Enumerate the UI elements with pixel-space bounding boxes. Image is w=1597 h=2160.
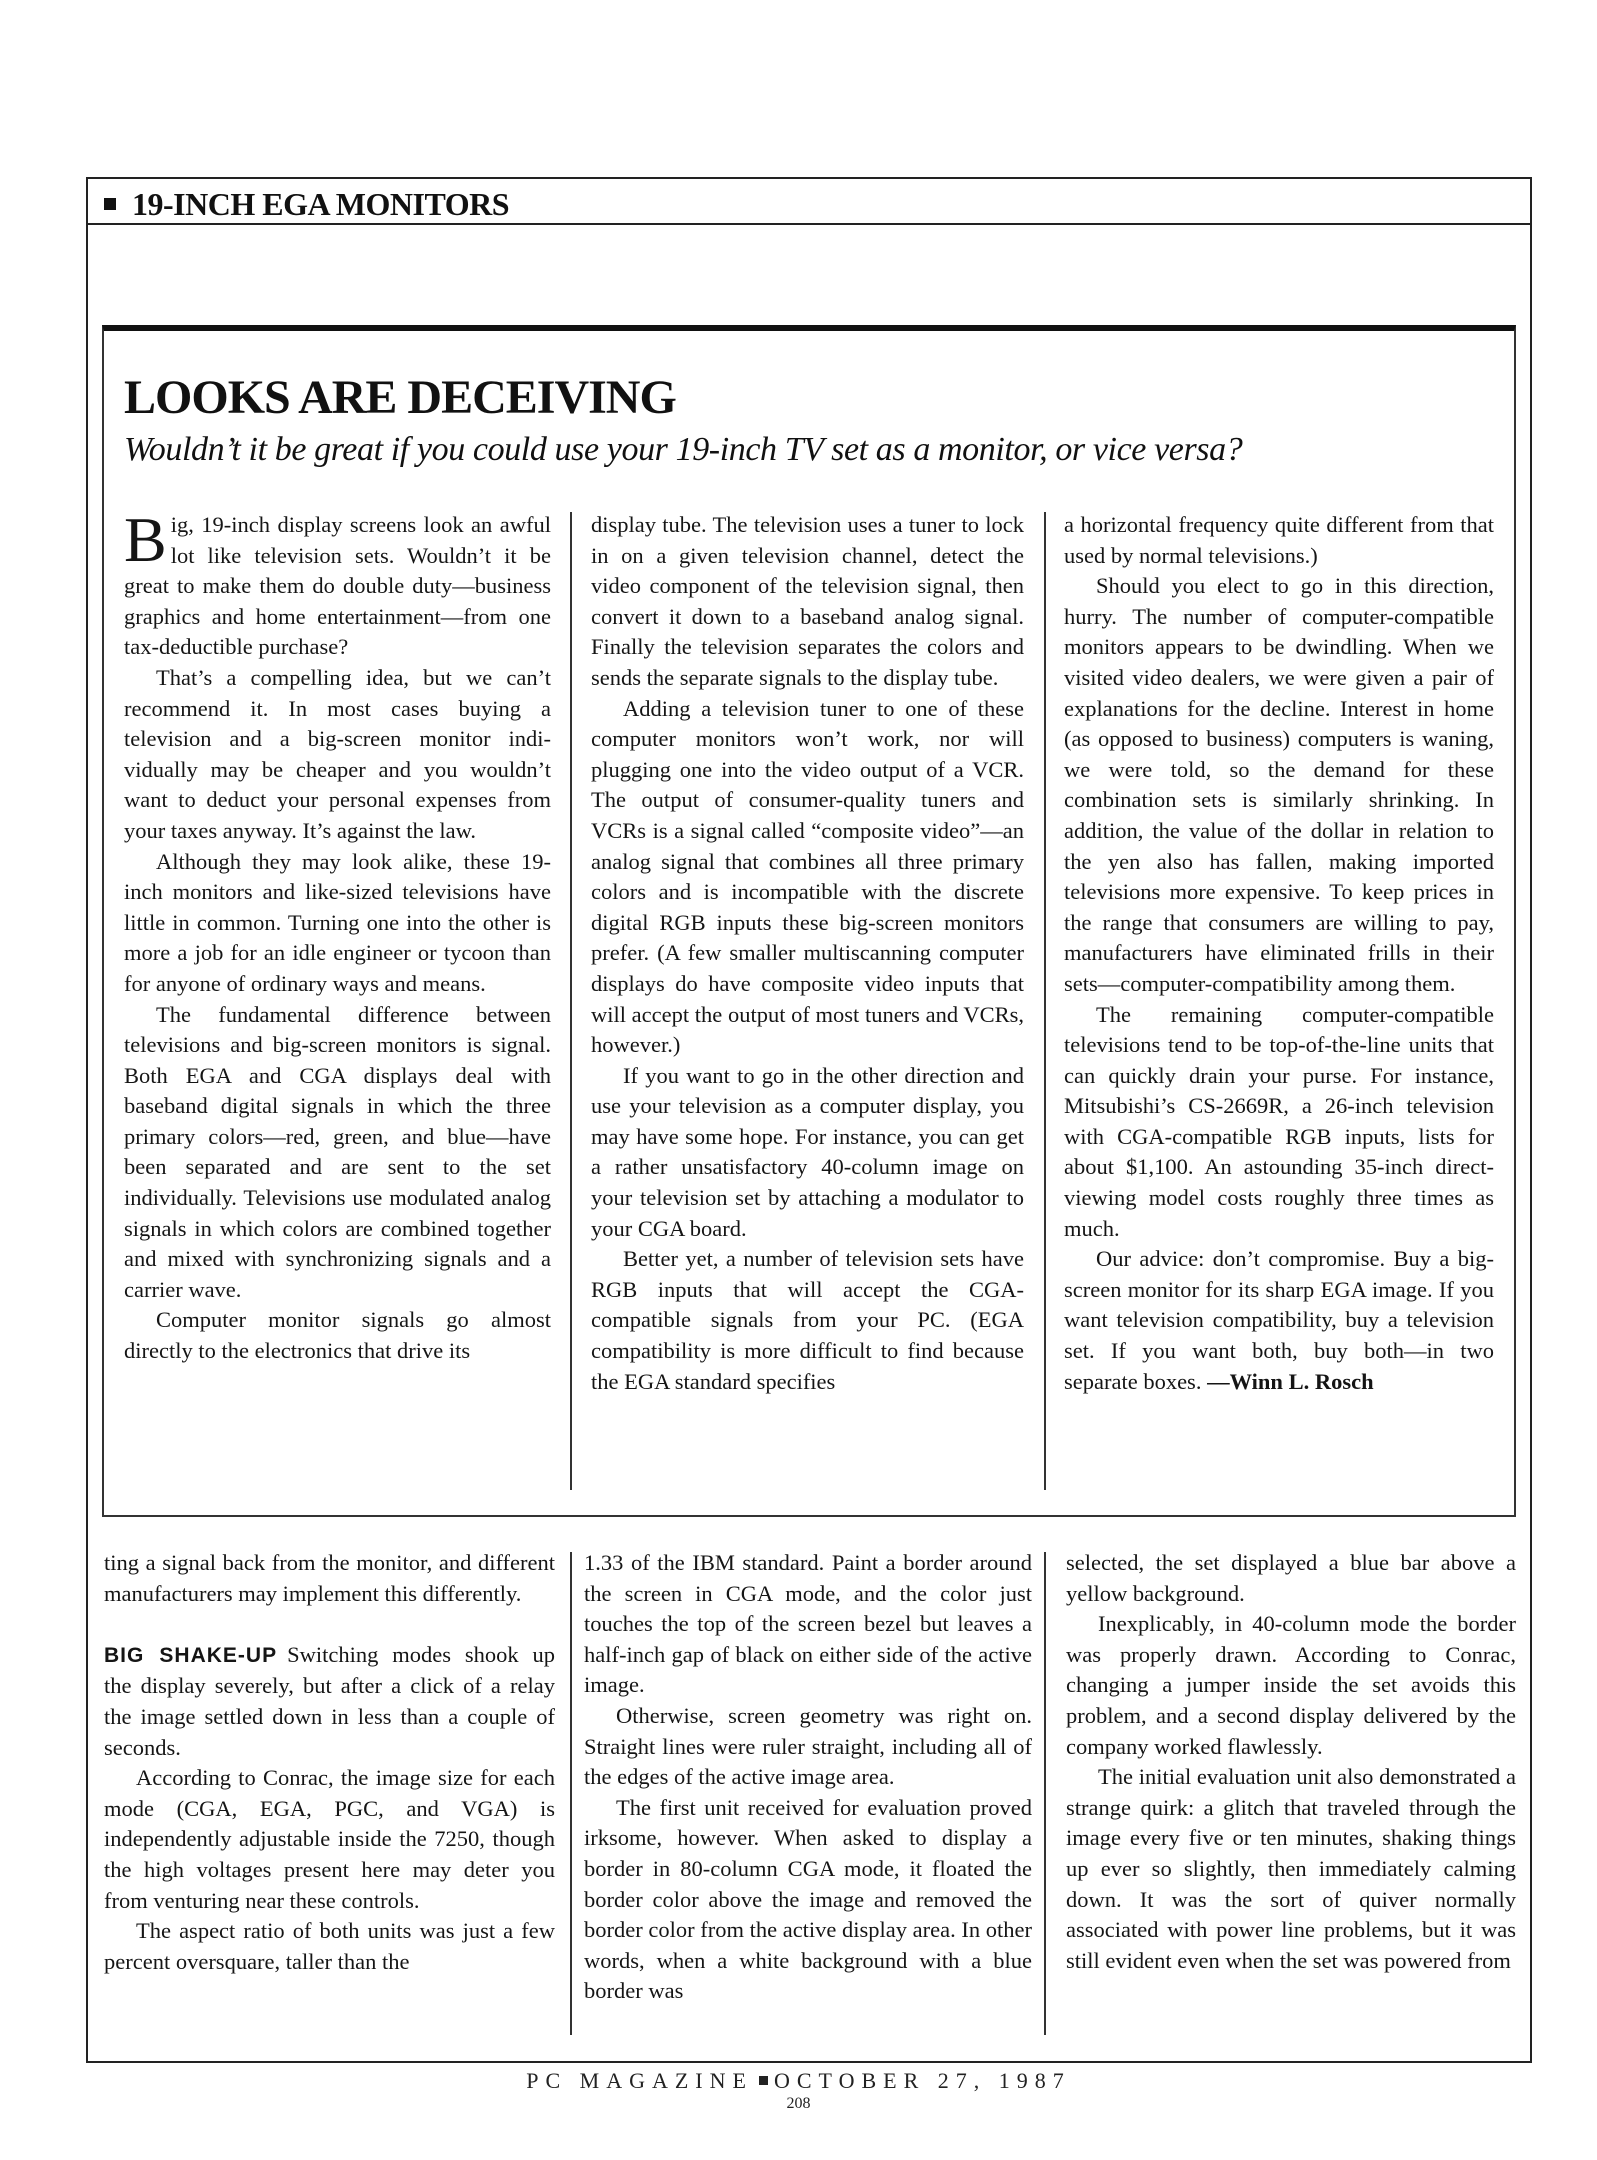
column-rule <box>570 1552 572 2035</box>
column-rule <box>1044 512 1046 1490</box>
signature: —Winn L. Rosch <box>1207 1368 1374 1394</box>
paragraph: Adding a television tuner to one of these computer monitors won’t work, nor will plugging one into the video output of a VCR. The output of consumer-quality tuners and VCRs is a signal called “composite video”—an analog signal that combines all three primary colors and is incompatible with the discrete digital RGB inputs these big-screen monitors prefer. (A few smaller multiscanning computer displays do have composite video inputs that will accept the output of most tuners and VCRs, however.) <box>591 695 1024 1058</box>
sidebar-title: LOOKS ARE DECEIVING <box>124 371 676 424</box>
section-label-text: 19-INCH EGA MONITORS <box>132 186 510 222</box>
paragraph: Should you elect to go in this direction, hurry. The number of computer-compatible monitors appears to be dwindling. When we visited video dealers, we were given a pair of explanations for the decline. Interest in home (as opposed to business) computers is waning, we were told, so the demand for these combination sets is similarly shrinking. In addition, the value of the dollar in relation to the yen also has fallen, making imported televisions more expensive. To keep prices in the range that consumers are willing to pay, manufacturers have eliminated frills in their sets—computer-compatibility among them. <box>1064 573 1494 996</box>
paragraph: The remaining computer-compatible televisions tend to be top-of-the-line units that can quickly drain your purse. For instance, Mitsubishi’s CS-2669R, a 26-inch television with CGA-compatible RGB inputs, lists for about $1,100. An astounding 35-inch direct-viewing model costs roughly three times as much. <box>1064 1001 1494 1241</box>
section-label <box>104 186 509 223</box>
sidebar-column-3 <box>1064 510 1494 1397</box>
paragraph: a horizontal frequency quite different from that used by normal televisions.) <box>1064 512 1494 568</box>
article-column-1 <box>104 1548 555 1977</box>
paragraph: The aspect ratio of both units was just a few percent oversquare, taller than the <box>104 1918 555 1974</box>
paragraph: Otherwise, screen geometry was right on. Straight lines were ruler straight, including all of the edges of the active image area. <box>584 1702 1032 1790</box>
paragraph: selected, the set displayed a blue bar above a yellow background. <box>1066 1550 1516 1606</box>
page-number: 208 <box>786 2095 811 2112</box>
paragraph: Inexplicably, in 40-column mode the border was properly drawn. According to Conrac, changing a jumper inside the set avoids this problem, and a second display delivered by the company worked flawlessly. <box>1066 1611 1516 1759</box>
paragraph: The fundamental difference between televisions and big-screen monitors is signal. Both EGA and CGA displays deal with baseband digital signals in which the three primary colors—red, green, and blue—have been separated and are sent to the set individually. Televisions use modulated analog signals in which colors are combined together and mixed with synchronizing signals and a carrier wave. <box>124 1001 551 1302</box>
paragraph: The initial evaluation unit also demonstrated a strange quirk: a glitch that traveled through the image every five or ten minutes, shaking things up ever so slightly, then immediately calming down. It was the sort of quiver normally associated with power line problems, but it was still evident even when the set was powered from <box>1066 1764 1516 1973</box>
paragraph: According to Conrac, the image size for each mode (CGA, EGA, PGC, and VGA) is independently adjustable inside the 7250, though the high voltages present here may deter you from venturing near these controls. <box>104 1765 555 1913</box>
subhead: BIG SHAKE-UP <box>104 1643 278 1667</box>
column-rule <box>1044 1552 1046 2035</box>
paragraph: BIG SHAKE-UP Switching modes shook up the display severely, but after a click of a relay the image settled down in less than a couple of seconds. <box>104 1641 555 1760</box>
paragraph: That’s a compelling idea, but we can’t recommend it. In most cases buying a television and a big-screen monitor individually may be cheaper and you wouldn’t want to deduct your personal expenses from your taxes anyway. It’s against the law. <box>124 664 551 843</box>
paragraph: display tube. The television uses a tuner to lock in on a given television channel, detect the video component of the television signal, then convert it down to a baseband analog signal. Finally the television separates the colors and sends the separate signals to the display tube. <box>591 512 1024 690</box>
sidebar-column-2 <box>591 510 1024 1397</box>
sidebar-column-1 <box>124 504 551 1367</box>
bullet-square-icon <box>759 2076 768 2085</box>
paragraph: Although they may look alike, these 19-inch monitors and like-sized televisions have little in common. Turning one into the other is more a job for an idle engineer or tycoon than for anyone of ordinary ways and means. <box>124 848 551 996</box>
article-column-3 <box>1066 1548 1516 1976</box>
paragraph: Our advice: don’t compromise. Buy a big-screen monitor for its sharp EGA image. If you want television compatibility, buy a television set. If you want both, buy both—in two separate boxes. —Winn L. Rosch <box>1064 1246 1494 1394</box>
paragraph: Computer monitor signals go almost directly to the electronics that drive its <box>124 1307 551 1364</box>
paragraph: ting a signal back from the monitor, and different manufacturers may implement this differently. <box>104 1550 555 1606</box>
column-rule <box>570 512 572 1490</box>
footer-magazine-line <box>0 2068 1597 2094</box>
drop-cap: B <box>124 504 167 575</box>
paragraph: Big, 19-inch display screens look an awful lot like television sets. Wouldn’t it be great to make them do double duty—business graphics and home entertainment—from one tax-deductible purchase? <box>124 504 551 660</box>
paragraph: Better yet, a number of television sets have RGB inputs that will accept the CGA-compatible signals from your PC. (EGA compatibility is more difficult to find because the EGA standard specifies <box>591 1246 1024 1394</box>
bullet-square-icon <box>104 198 116 210</box>
paragraph: If you want to go in the other direction and use your television as a computer display, you may have some hope. For instance, you can get a rather unsatisfactory 40-column image on your television set by attaching a modulator to your CGA board. <box>591 1062 1024 1241</box>
footer-date: OCTOBER 27, 1987 <box>773 2068 1071 2093</box>
paragraph: The first unit received for evaluation proved irksome, however. When asked to display a border in 80-column CGA mode, it floated the border color above the image and removed the border color from the active display area. In other words, when a white background with a blue border was <box>584 1794 1032 2004</box>
paragraph: 1.33 of the IBM standard. Paint a border around the screen in CGA mode, and the color just touches the top of the screen bezel but leaves a half-inch gap of black on either side of the active image. <box>584 1550 1032 1698</box>
footer-magazine: PC MAGAZINE <box>526 2068 753 2093</box>
sidebar-deck: Wouldn’t it be great if you could use your 19-inch TV set as a monitor, or vice versa? <box>124 431 1243 468</box>
article-column-2 <box>584 1548 1032 2007</box>
